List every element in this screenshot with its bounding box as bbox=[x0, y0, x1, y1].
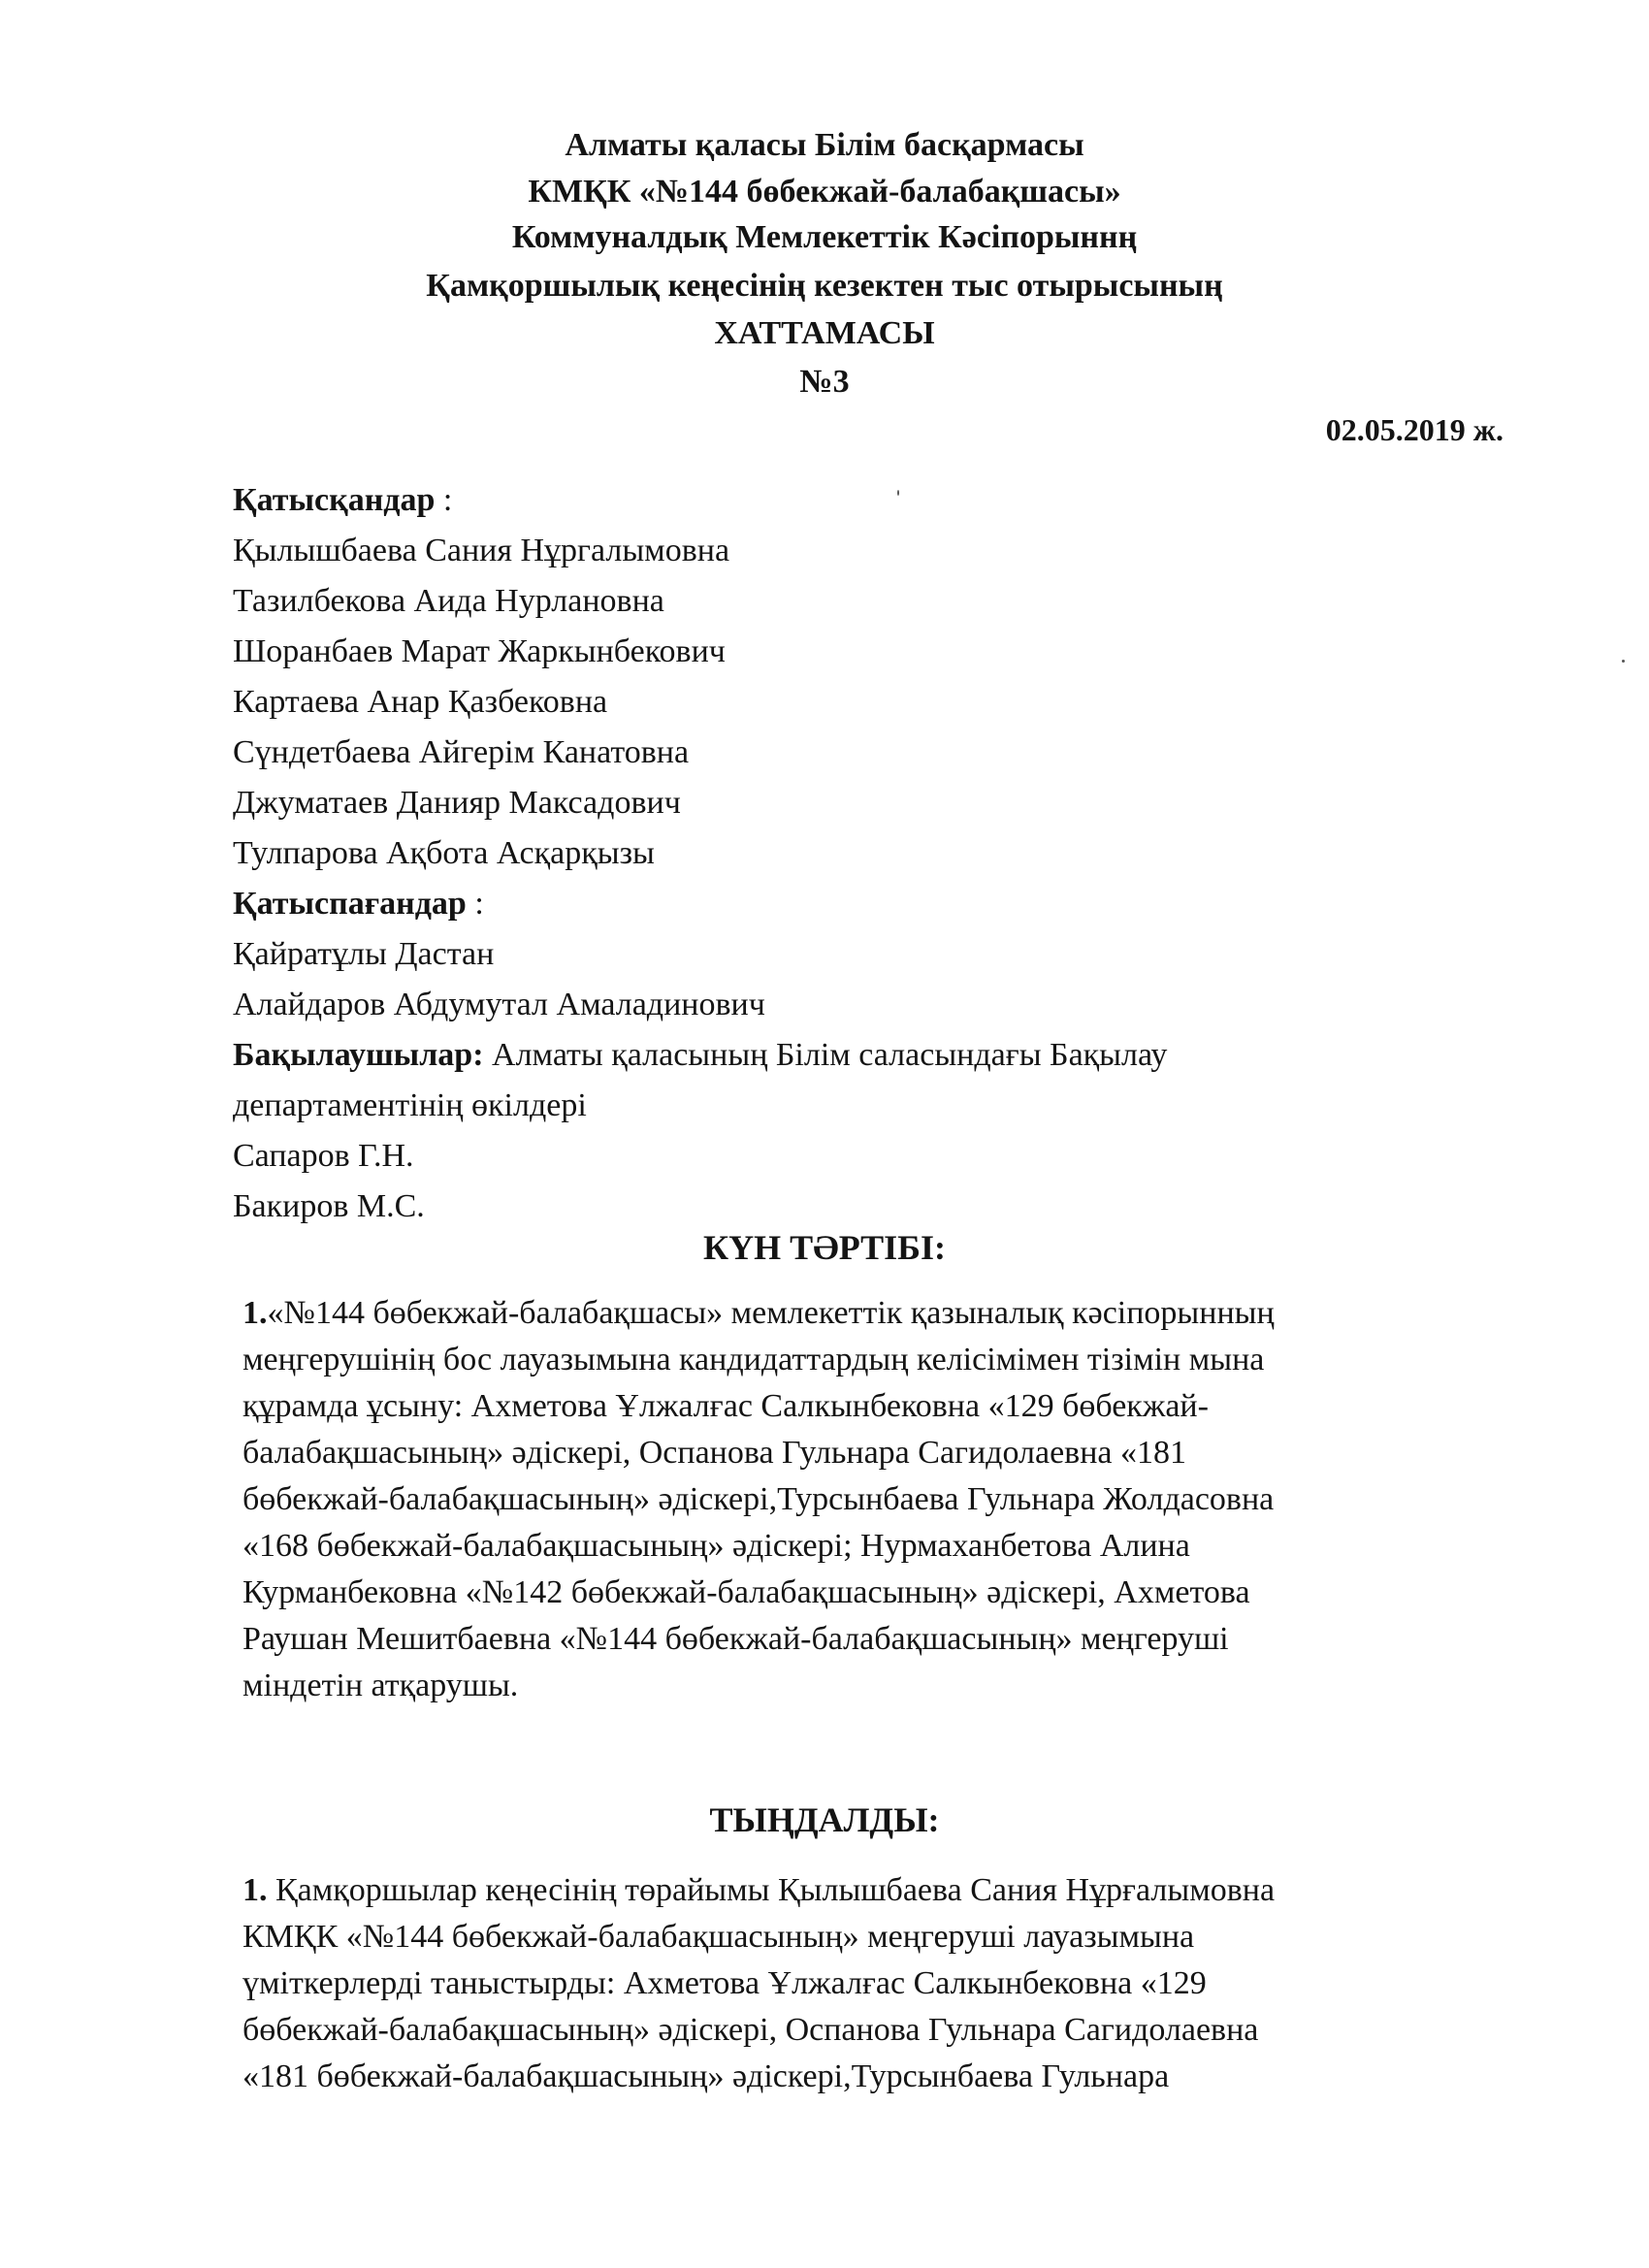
heard-line: үміткерлерді таныстырды: Ахметова Ұлжалғас Салкынбековна «129 bbox=[242, 1965, 1207, 2001]
observers-heading bbox=[233, 1030, 1445, 1081]
attendee-name: Картаева Анар Қазбековна bbox=[233, 684, 608, 720]
attendees-label: Қатысқандар bbox=[233, 482, 436, 518]
attendee-name: Шоранбаев Марат Жаркынбекович bbox=[233, 633, 726, 669]
attendee-name: Сүндетбаева Айгерім Канатовна bbox=[233, 734, 690, 770]
agenda-item bbox=[242, 1290, 1455, 1709]
scan-speck bbox=[1622, 660, 1625, 663]
participants-section bbox=[233, 475, 1445, 1232]
heard-line: бөбекжай-балабақшасының» әдіскері, Оспанова Гульнара Сагидолаевна bbox=[242, 2012, 1259, 2048]
agenda-line: Раушан Мешитбаевна «№144 бөбекжай-балабақшасының» меңгеруші bbox=[242, 1621, 1229, 1657]
agenda-number: 1. bbox=[242, 1295, 268, 1331]
agenda-line: балабақшасының» әдіскері, Оспанова Гульнара Сагидолаевна «181 bbox=[242, 1435, 1187, 1471]
attendee-name: Джуматаев Данияр Максадович bbox=[233, 785, 681, 821]
heard-number: 1. bbox=[242, 1872, 268, 1908]
heard-item bbox=[242, 1867, 1455, 2100]
agenda-line: міндетін атқарушы. bbox=[242, 1668, 519, 1703]
header-enterprise: Коммуналдық Мемлекеттік Кәсіпорыннң bbox=[511, 219, 1138, 255]
agenda-line: құрамда ұсыну: Ахметова Ұлжалғас Салкынбековна «129 бөбекжай- bbox=[242, 1388, 1209, 1424]
agenda-line: Курманбековна «№142 бөбекжай-балабақшасының» әдіскері, Ахметова bbox=[242, 1574, 1250, 1610]
agenda-line: «168 бөбекжай-балабақшасының» әдіскері; Нурмаханбетова Алина bbox=[242, 1528, 1190, 1564]
observer-name: Сапаров Г.Н. bbox=[233, 1138, 414, 1174]
agenda-heading: КҮН ТӘРТІБІ: bbox=[703, 1228, 946, 1267]
scan-speck bbox=[897, 490, 899, 496]
heard-heading: ТЫҢДАЛДЫ: bbox=[709, 1800, 940, 1839]
observers-label: Бақылаушылар: bbox=[233, 1037, 484, 1073]
absentee-name: Қайратұлы Дастан bbox=[233, 936, 495, 972]
observers-text-continued: департаментінің өкілдері bbox=[233, 1087, 587, 1123]
agenda-line: меңгерушінің бос лауазымына кандидаттардың келісімімен тізімін мына bbox=[242, 1342, 1265, 1377]
absentees-label: Қатыспағандар bbox=[233, 886, 467, 922]
attendee-name: Қылышбаева Сания Нұргалымовна bbox=[233, 533, 730, 568]
absentees-heading: Қатыспағандар : bbox=[233, 886, 484, 922]
header-organization: Алматы қаласы Білім басқармасы bbox=[565, 127, 1084, 163]
protocol-number: №3 bbox=[799, 364, 850, 400]
absentee-name: Алайдаров Абдумутал Амаладинович bbox=[233, 987, 765, 1022]
heard-line: «181 бөбекжай-балабақшасының» әдіскері,Турсынбаева Гульнара bbox=[242, 2058, 1170, 2094]
attendee-name: Тазилбекова Аида Нурлановна bbox=[233, 583, 664, 619]
document-date: 02.05.2019 ж. bbox=[1325, 412, 1504, 447]
agenda-line: бөбекжай-балабақшасының» әдіскері,Турсынбаева Гульнара Жолдасовна bbox=[242, 1481, 1275, 1517]
document-title: ХАТТАМАСЫ bbox=[714, 315, 935, 351]
observer-name: Бакиров М.С. bbox=[233, 1188, 425, 1224]
agenda-line: 1.«№144 бөбекжай-балабақшасы» мемлекеттік қазыналық кәсіпорынның bbox=[242, 1295, 1275, 1331]
observers-text: Алматы қаласының Білім саласындағы Бақылау bbox=[483, 1037, 1168, 1073]
attendee-name: Тулпарова Ақбота Асқарқызы bbox=[233, 835, 655, 871]
attendees-heading: Қатысқандар : bbox=[233, 482, 453, 518]
header-meeting: Қамқоршылық кеңесінің кезектен тыс отырысының bbox=[426, 268, 1223, 304]
header-institution: КМҚК «№144 бөбекжай-балабақшасы» bbox=[528, 174, 1121, 210]
heard-line: 1. Қамқоршылар кеңесінің төрайымы Қылышбаева Сания Нұрғалымовна bbox=[242, 1872, 1276, 1908]
heard-line: КМҚК «№144 бөбекжай-балабақшасының» меңгеруші лауазымына bbox=[242, 1919, 1195, 1955]
